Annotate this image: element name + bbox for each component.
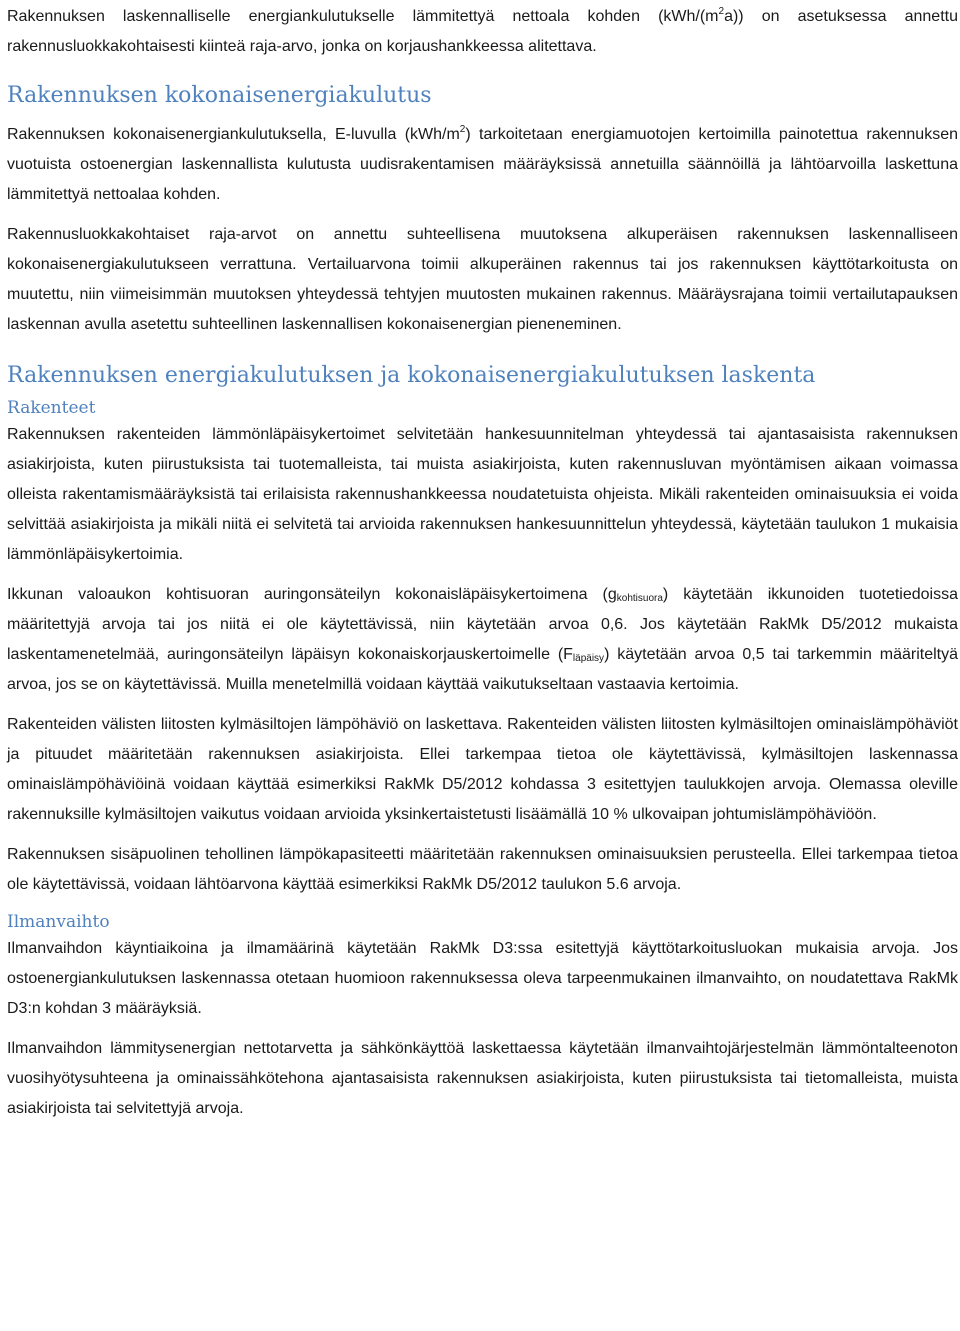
structures-p2-text-b: ) käytetään ikkunoiden tuotetiedoissa määritettyjä arvoja tai jos niitä ei ole käytettävissä, niin käytetään arvoa 0,6. Jos käytetään RakMk D5/2012 mukaista laskentamenetelmää, auringonsäteilyn läpäisyn kokonaiskorjauskertoimelle (F	[7, 586, 959, 663]
total-p1-text-a: Rakennuksen kokonaisenergiankulutuksella, E-luvulla (kWh/m	[7, 126, 460, 143]
structures-paragraph-4: Rakennuksen sisäpuolinen tehollinen lämpökapasiteetti määritetään rakennuksen ominaisuuksien perusteella. Ellei tarkempaa tietoa ole käytettävissä, voidaan lähtöarvona käyttää esimerkiksi RakMk D5/2012 taulukon 5.6 arvoja.	[7, 846, 958, 893]
structures-paragraph-3: Rakenteiden välisten liitosten kylmäsiltojen lämpöhäviö on laskettava. Rakenteiden välisten liitosten kylmäsiltojen ominaislämpöhäviöt ja pituudet määritetään rakennuksen asiakirjoista. Ellei tarkempaa tietoa ole käytettävissä, kylmäsiltojen laskennassa ominaislämpöhäviöinä voidaan käyttää esimerkiksi RakMk D5/2012 kohdassa 3 esitettyjen taulukkojen arvoja. Olemassa oleville rakennuksille kylmäsiltojen vaikutus voidaan arvioida yksinkertaistetusti lisäämällä 10 % ulkovaipan johtumislämpöhäviöön.	[7, 716, 958, 823]
heading-total-energy: Rakennuksen kokonaisenergiakulutus	[7, 83, 432, 108]
total-energy-paragraph-2: Rakennusluokkakohtaiset raja-arvot on annettu suhteellisena muutoksena alkuperäisen rakennuksen laskennalliseen kokonaisenergiakulutukseen verrattuna. Vertailuarvona toimii alkuperäinen rakennus tai jos rakennuksen käyttötarkoitusta on muutettu, niin viimeisimmän muutoksen yhteydessä tehtyjen muutosten mukainen rakennus. Määräysrajana toimii vertailutapauksen laskennan avulla asetettu suhteellinen laskennallisen kokonaisenergian pieneneminen.	[7, 226, 958, 333]
structures-p2-subscript-2: läpäisy	[572, 653, 605, 664]
total-p1-superscript: 2	[459, 124, 466, 135]
intro-superscript: 2	[718, 6, 725, 17]
structures-p2-subscript-1: kohtisuora	[616, 593, 663, 604]
structures-paragraph-1: Rakennuksen rakenteiden lämmönläpäisykertoimet selvitetään hankesuunnitelman yhteydessä tai ajantasaisista rakennuksen asiakirjoista, kuten piirustuksista tai tuotemalleista, tai muista asiakirjoista, kuten rakennusluvan myöntämisen aikaan voimassa olleista rakentamismääräyksistä tai erilaisista rakennushankkeessa noudatetuista ohjeista. Mikäli rakenteiden ominaisuuksia ei voida selvittää asiakirjoista ja mikäli niitä ei selvitetä tai arvioida rakennuksen hankesuunnittelun yhteydessä, käytetään taulukon 1 mukaisia lämmönläpäisykertoimia.	[7, 426, 958, 563]
subheading-ventilation: Ilmanvaihto	[7, 912, 110, 932]
total-energy-paragraph-1	[7, 120, 958, 210]
intro-text-a: Rakennuksen laskennalliselle energiankulutukselle lämmitettyä nettoala kohden (kWh/(m	[7, 8, 719, 25]
intro-text-b: a)) on asetuksessa annettu rakennusluokkakohtaisesti kiinteä raja-arvo, jonka on korjaushankkeessa alitettava.	[7, 8, 958, 55]
structures-p2-text-c: ) käytetään arvoa 0,5 tai tarkemmin määriteltyä arvoa, jos se on käytettävissä. Muilla menetelmillä voidaan käyttää vaikutukseltaan vastaavia kertoimia.	[7, 646, 958, 693]
intro-paragraph	[7, 2, 958, 62]
heading-energy-calculation: Rakennuksen energiakulutuksen ja kokonaisenergiakulutuksen laskenta	[7, 363, 816, 388]
ventilation-paragraph-1: Ilmanvaihdon käyntiaikoina ja ilmamäärinä käytetään RakMk D3:ssa esitettyjä käyttötarkoitusluokan mukaisia arvoja. Jos ostoenergiankulutuksen laskennassa otetaan huomioon rakennuksessa oleva tarpeenmukainen ilmanvaihto, on noudatettava RakMk D3:n kohdan 3 määräyksiä.	[7, 940, 958, 1017]
subheading-structures: Rakenteet	[7, 398, 96, 418]
structures-p2-text-a: Ikkunan valoaukon kohtisuoran auringonsäteilyn kokonaisläpäisykertoimena (g	[7, 586, 617, 603]
ventilation-paragraph-2: Ilmanvaihdon lämmitysenergian nettotarvetta ja sähkönkäyttöä laskettaessa käytetään ilmanvaihtojärjestelmän lämmöntalteenoton vuosihyötysuhteena ja ominaissähkötehona ajantasaisista rakennuksen asiakirjoista, kuten piirustuksista tai tietomalleista, muista asiakirjoista tai selvitettyjä arvoja.	[7, 1040, 958, 1117]
structures-paragraph-2	[7, 580, 958, 700]
total-p1-text-b: ) tarkoitetaan energiamuotojen kertoimilla painotettua rakennuksen vuotuista ostoenergian laskennallista kulutusta uudisrakentamisen määräyksissä annetuilla säännöillä ja lähtöarvoilla laskettuna lämmitettyä nettoalaa kohden.	[7, 126, 959, 203]
